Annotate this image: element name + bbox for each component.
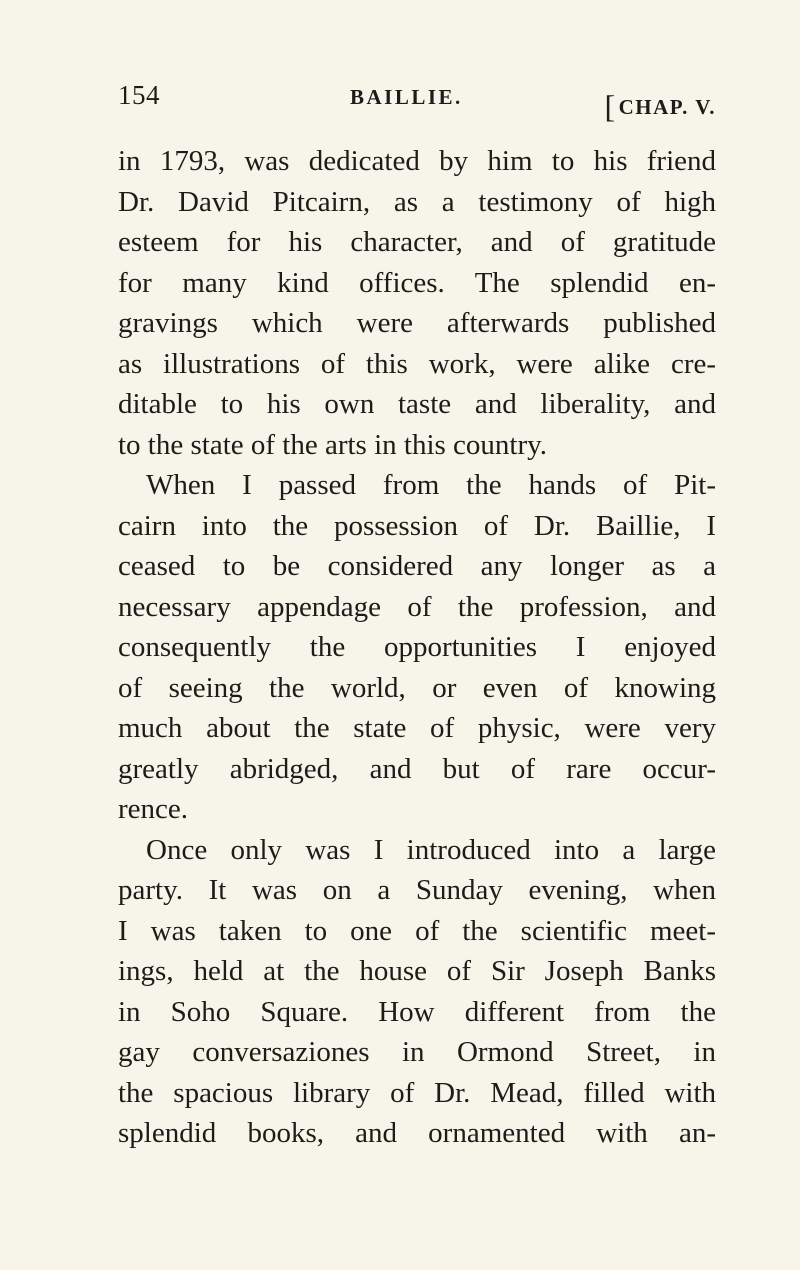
text-line: party. It was on a Sunday evening, when [118, 874, 716, 906]
text-line: cairn into the possession of Dr. Baillie, I [118, 509, 716, 542]
text-line: as illustrations of this work, were alike cre- [118, 347, 716, 380]
text-line: ditable to his own taste and liberality, and [118, 388, 716, 420]
text-line: much about the state of physic, were very [118, 712, 716, 744]
text-line: the spacious library of Dr. Mead, filled with [118, 1076, 716, 1109]
running-header [118, 80, 716, 124]
text-line: ceased to be considered any longer as a [118, 550, 716, 582]
bracket-glyph: [ [604, 88, 617, 124]
text-line: Dr. David Pitcairn, as a testimony of high [118, 185, 716, 218]
text-line: consequently the opportunities I enjoyed [118, 631, 716, 663]
text-line: to the state of the arts in this country. [118, 428, 547, 461]
chapter-text: CHAP. V. [618, 95, 716, 119]
text-line: splendid books, and ornamented with an- [118, 1117, 716, 1149]
running-title: BAILLIE. [350, 85, 463, 109]
text-line: in Soho Square. How different from the [118, 995, 716, 1028]
text-line: Once only was I introduced into a large [146, 833, 716, 866]
page-number: 154 [118, 80, 160, 110]
text-line: greatly abridged, and but of rare occur- [118, 752, 716, 785]
text-line: for many kind offices. The splendid en- [118, 266, 716, 299]
text-line: I was taken to one of the scientific meet- [118, 914, 716, 947]
chapter-label [604, 85, 716, 122]
body-text [118, 141, 716, 1154]
text-line: ings, held at the house of Sir Joseph Banks [118, 955, 716, 987]
text-line: in 1793, was dedicated by him to his friend [118, 145, 716, 177]
text-line: gravings which were afterwards published [118, 307, 716, 339]
text-line: esteem for his character, and of gratitude [118, 226, 716, 258]
text-line: rence. [118, 793, 189, 825]
text-line: necessary appendage of the profession, and [118, 590, 716, 623]
text-line: gay conversaziones in Ormond Street, in [118, 1036, 716, 1068]
text-line: of seeing the world, or even of knowing [118, 671, 716, 704]
text-line: When I passed from the hands of Pit- [146, 469, 716, 501]
